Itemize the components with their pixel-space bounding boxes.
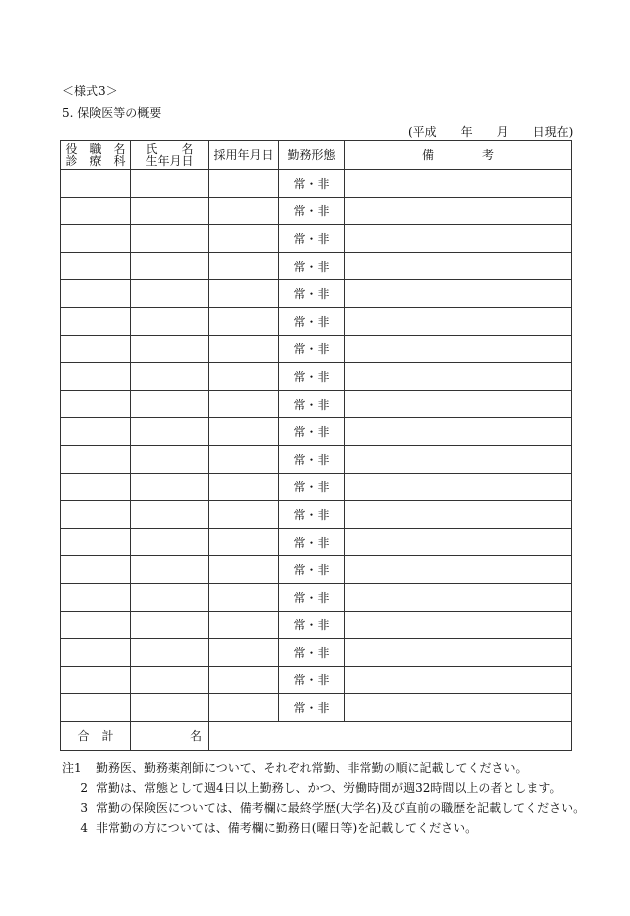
note-number: 2: [80, 781, 88, 795]
table-row: [61, 666, 572, 694]
hire-date-cell[interactable]: [209, 639, 279, 667]
position-cell[interactable]: [61, 252, 131, 280]
employment-type-cell[interactable]: 常・非: [279, 197, 345, 225]
hire-date-cell[interactable]: [209, 390, 279, 418]
remarks-cell[interactable]: [345, 225, 572, 253]
note-text: 常勤は、常態として週4日以上勤務し、かつ、労働時間が週32時間以上の者とします。: [96, 781, 562, 795]
name-cell[interactable]: [131, 390, 209, 418]
table-row: [61, 694, 572, 722]
employment-type-cell[interactable]: 常・非: [279, 556, 345, 584]
name-cell[interactable]: [131, 335, 209, 363]
name-cell[interactable]: [131, 639, 209, 667]
employment-type-cell[interactable]: 常・非: [279, 611, 345, 639]
employment-type-cell[interactable]: 常・非: [279, 445, 345, 473]
note-number: 3: [80, 801, 88, 815]
remarks-cell[interactable]: [345, 583, 572, 611]
name-cell[interactable]: [131, 280, 209, 308]
hire-date-cell[interactable]: [209, 694, 279, 722]
name-cell[interactable]: [131, 445, 209, 473]
position-cell[interactable]: [61, 363, 131, 391]
position-cell[interactable]: [61, 335, 131, 363]
total-row: [61, 721, 572, 750]
form-label: ＜様式3＞: [62, 84, 118, 98]
name-cell[interactable]: [131, 473, 209, 501]
position-cell[interactable]: [61, 501, 131, 529]
hire-date-cell[interactable]: [209, 363, 279, 391]
section-title: 5. 保険医等の概要: [62, 106, 162, 120]
employment-type-cell[interactable]: 常・非: [279, 639, 345, 667]
name-cell[interactable]: [131, 363, 209, 391]
employment-type-cell[interactable]: 常・非: [279, 694, 345, 722]
name-cell[interactable]: [131, 170, 209, 198]
hire-date-cell[interactable]: [209, 528, 279, 556]
employment-type-cell[interactable]: 常・非: [279, 390, 345, 418]
hire-date-cell[interactable]: [209, 418, 279, 446]
table-row: [61, 225, 572, 253]
hire-date-cell[interactable]: [209, 307, 279, 335]
employment-type-cell[interactable]: 常・非: [279, 418, 345, 446]
as-of-date: (平成 年 月 日現在): [408, 125, 574, 139]
name-cell[interactable]: [131, 225, 209, 253]
remarks-cell[interactable]: [345, 280, 572, 308]
hire-date-cell[interactable]: [209, 666, 279, 694]
remarks-cell[interactable]: [345, 694, 572, 722]
name-cell[interactable]: [131, 501, 209, 529]
total-blank: [209, 721, 572, 750]
name-cell[interactable]: [131, 418, 209, 446]
table-row: [61, 390, 572, 418]
hire-date-cell[interactable]: [209, 197, 279, 225]
remarks-cell[interactable]: [345, 170, 572, 198]
employment-type-cell[interactable]: 常・非: [279, 528, 345, 556]
position-cell[interactable]: [61, 418, 131, 446]
hire-date-cell[interactable]: [209, 280, 279, 308]
remarks-cell[interactable]: [345, 666, 572, 694]
position-cell[interactable]: [61, 583, 131, 611]
table-row: [61, 473, 572, 501]
note-number: 4: [80, 821, 88, 835]
name-cell[interactable]: [131, 694, 209, 722]
employment-type-cell[interactable]: 常・非: [279, 501, 345, 529]
table-row: [61, 611, 572, 639]
position-cell[interactable]: [61, 197, 131, 225]
table-row: [61, 307, 572, 335]
note-item: [62, 798, 585, 818]
table-row: [61, 335, 572, 363]
employment-type-cell[interactable]: 常・非: [279, 363, 345, 391]
position-cell[interactable]: [61, 390, 131, 418]
remarks-cell[interactable]: [345, 363, 572, 391]
name-cell[interactable]: [131, 252, 209, 280]
name-cell[interactable]: [131, 528, 209, 556]
hire-date-cell[interactable]: [209, 225, 279, 253]
position-cell[interactable]: [61, 280, 131, 308]
name-cell[interactable]: [131, 556, 209, 584]
table-row: [61, 583, 572, 611]
note-text: 勤務医、勤務薬剤師について、それぞれ常勤、非常勤の順に記載してください。: [96, 761, 528, 775]
name-cell[interactable]: [131, 197, 209, 225]
position-cell[interactable]: [61, 225, 131, 253]
table-row: [61, 197, 572, 225]
table-row: [61, 418, 572, 446]
table-row: [61, 252, 572, 280]
note-item: [62, 758, 585, 778]
employment-type-cell[interactable]: 常・非: [279, 225, 345, 253]
doctor-overview-table: [60, 140, 572, 751]
header-name-birthdate: 氏 名 生年月日: [131, 141, 209, 170]
table-row: [61, 639, 572, 667]
table-row: [61, 170, 572, 198]
employment-type-cell[interactable]: 常・非: [279, 307, 345, 335]
note-item: [62, 818, 585, 838]
total-count-cell[interactable]: 名: [131, 721, 209, 750]
hire-date-cell[interactable]: [209, 335, 279, 363]
header-hire-date: 採用年月日: [209, 141, 279, 170]
header-employment-type: 勤務形態: [279, 141, 345, 170]
remarks-cell[interactable]: [345, 611, 572, 639]
hire-date-cell[interactable]: [209, 252, 279, 280]
name-cell[interactable]: [131, 666, 209, 694]
remarks-cell[interactable]: [345, 556, 572, 584]
hire-date-cell[interactable]: [209, 611, 279, 639]
header-remarks: 備 考: [345, 141, 572, 170]
employment-type-cell[interactable]: 常・非: [279, 666, 345, 694]
table-row: [61, 445, 572, 473]
position-cell[interactable]: [61, 639, 131, 667]
hire-date-cell[interactable]: [209, 473, 279, 501]
hire-date-cell[interactable]: [209, 445, 279, 473]
remarks-cell[interactable]: [345, 501, 572, 529]
position-cell[interactable]: [61, 528, 131, 556]
position-cell[interactable]: [61, 694, 131, 722]
employment-type-cell[interactable]: 常・非: [279, 583, 345, 611]
employment-type-cell[interactable]: 常・非: [279, 280, 345, 308]
remarks-cell[interactable]: [345, 445, 572, 473]
remarks-cell[interactable]: [345, 528, 572, 556]
table-row: [61, 556, 572, 584]
remarks-cell[interactable]: [345, 639, 572, 667]
hire-date-cell[interactable]: [209, 170, 279, 198]
position-cell[interactable]: [61, 307, 131, 335]
notes: [62, 758, 585, 838]
name-cell[interactable]: [131, 611, 209, 639]
name-cell[interactable]: [131, 307, 209, 335]
hire-date-cell[interactable]: [209, 583, 279, 611]
remarks-cell[interactable]: [345, 418, 572, 446]
note-text: 非常勤の方については、備考欄に勤務日(曜日等)を記載してください。: [96, 821, 478, 835]
total-label: 合 計: [61, 721, 131, 750]
header-position-department: 役 職 名 診 療 科: [61, 141, 131, 170]
employment-type-cell[interactable]: 常・非: [279, 335, 345, 363]
position-cell[interactable]: [61, 556, 131, 584]
remarks-cell[interactable]: [345, 473, 572, 501]
table-row: [61, 528, 572, 556]
position-cell[interactable]: [61, 473, 131, 501]
table-row: [61, 501, 572, 529]
employment-type-cell[interactable]: 常・非: [279, 473, 345, 501]
note-text: 常勤の保険医については、備考欄に最終学歴(大学名)及び直前の職歴を記載してください。: [96, 801, 586, 815]
employment-type-cell[interactable]: 常・非: [279, 252, 345, 280]
note-item: [62, 778, 585, 798]
position-cell[interactable]: [61, 445, 131, 473]
position-cell[interactable]: [61, 611, 131, 639]
remarks-cell[interactable]: [345, 252, 572, 280]
hire-date-cell[interactable]: [209, 556, 279, 584]
position-cell[interactable]: [61, 170, 131, 198]
name-cell[interactable]: [131, 583, 209, 611]
table-row: [61, 280, 572, 308]
remarks-cell[interactable]: [345, 197, 572, 225]
table-header-row: [61, 141, 572, 170]
hire-date-cell[interactable]: [209, 501, 279, 529]
employment-type-cell[interactable]: 常・非: [279, 170, 345, 198]
note-number: 注1: [62, 761, 82, 775]
position-cell[interactable]: [61, 666, 131, 694]
remarks-cell[interactable]: [345, 335, 572, 363]
remarks-cell[interactable]: [345, 307, 572, 335]
remarks-cell[interactable]: [345, 390, 572, 418]
table-row: [61, 363, 572, 391]
